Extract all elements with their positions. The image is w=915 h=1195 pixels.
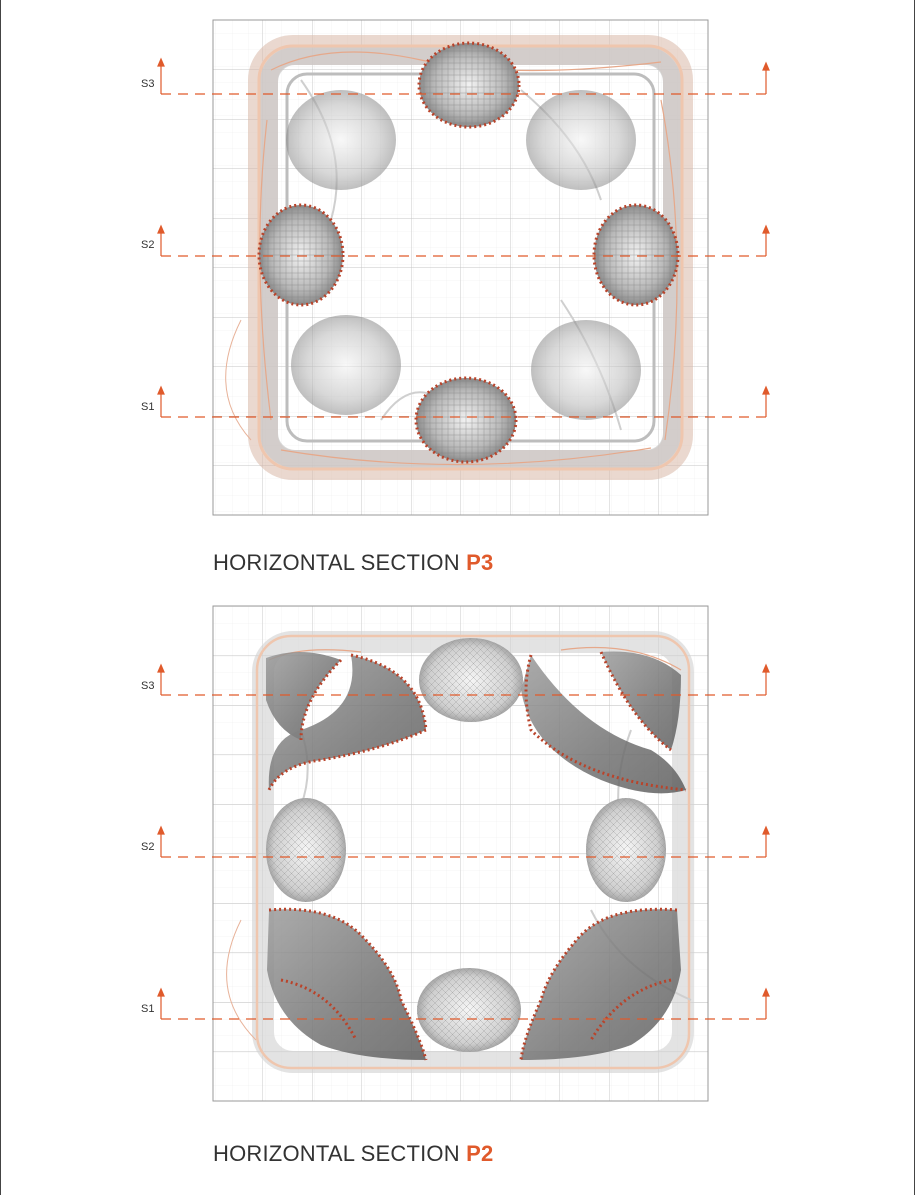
diagram-title [213,1141,493,1167]
title-prefix: HORIZONTAL SECTION [213,550,467,575]
diagram-p2 [1,590,915,1195]
title-code: P2 [466,1141,494,1166]
pod-right [594,205,678,305]
diagram-p3 [1,0,915,590]
section-label-s3: S3 [141,78,155,90]
section-label-s3: S3 [141,680,155,692]
section-label-s2: S2 [141,841,155,853]
pod-top [419,43,519,127]
section-label-s2: S2 [141,239,155,251]
plan-drawing-p2 [1,590,915,1195]
pod-bottom [416,378,516,462]
title-code: P3 [466,550,494,575]
plan-drawing-p3 [1,0,915,590]
title-prefix: HORIZONTAL SECTION [213,1141,467,1166]
pod-left [259,205,343,305]
section-label-s1: S1 [141,1003,155,1015]
section-label-s1: S1 [141,401,155,413]
diagram-title [213,550,493,576]
